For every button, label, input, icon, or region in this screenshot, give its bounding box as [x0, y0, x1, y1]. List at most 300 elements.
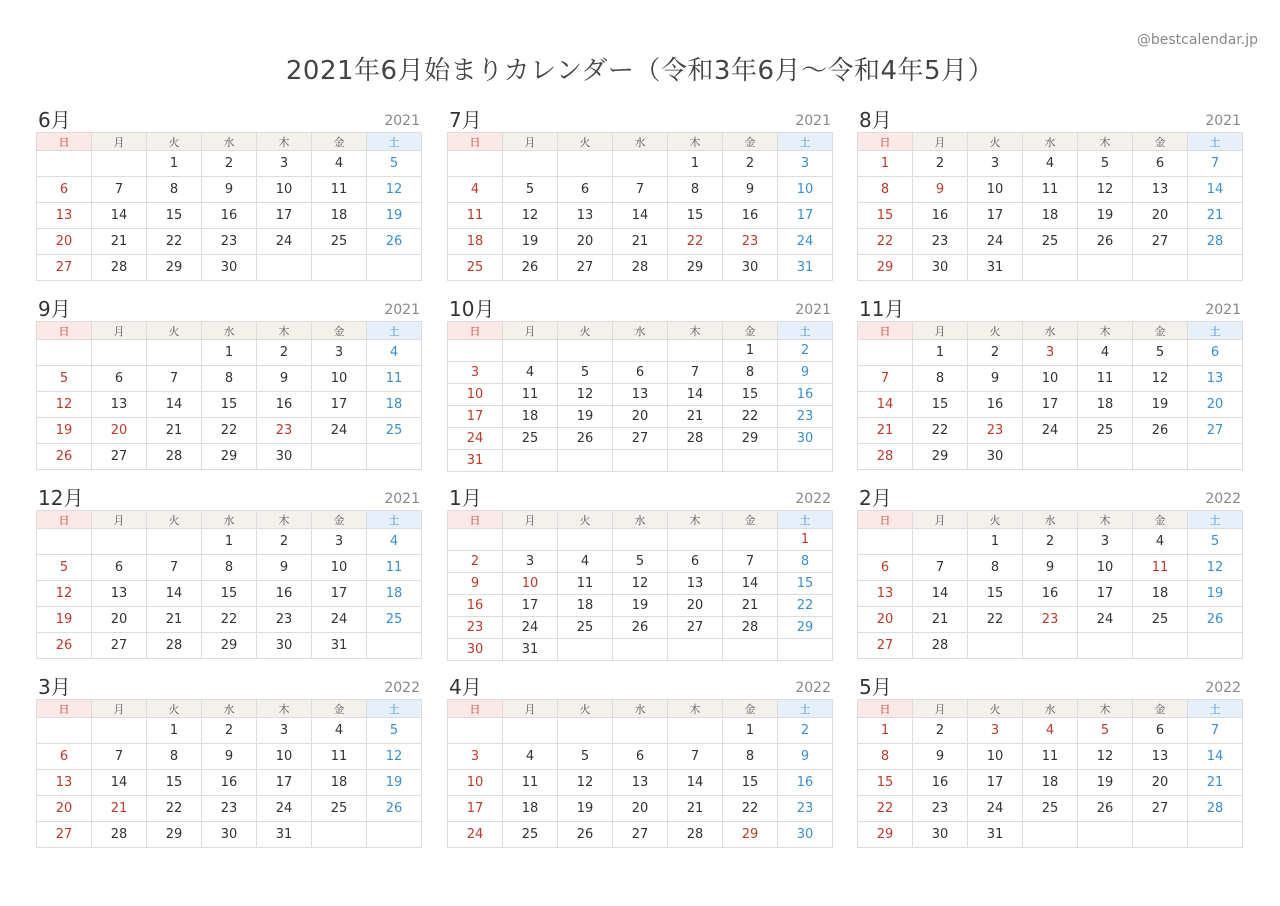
day-cell: 7	[1188, 718, 1243, 744]
day-cell: 4	[1023, 718, 1078, 744]
week-row	[448, 406, 833, 428]
month-header	[857, 297, 1243, 321]
day-cell: 24	[312, 607, 367, 633]
empty-day-cell	[367, 822, 422, 848]
weekday-label: 日	[37, 133, 92, 151]
day-cell: 18	[1133, 581, 1188, 607]
week-row	[448, 203, 833, 229]
day-cell: 6	[92, 366, 147, 392]
day-cell: 9	[778, 362, 833, 384]
day-cell: 28	[92, 822, 147, 848]
weekday-label: 土	[778, 322, 833, 340]
day-cell: 3	[503, 551, 558, 573]
month-header	[447, 297, 833, 321]
day-cell: 13	[1133, 177, 1188, 203]
day-cell: 3	[312, 529, 367, 555]
day-cell: 24	[257, 229, 312, 255]
weekday-label: 金	[1133, 322, 1188, 340]
weekday-label: 金	[312, 133, 367, 151]
day-cell: 18	[367, 392, 422, 418]
month-year: 2021	[1205, 113, 1241, 129]
day-cell: 3	[448, 362, 503, 384]
day-cell: 30	[257, 633, 312, 659]
day-cell: 19	[37, 418, 92, 444]
day-cell: 6	[92, 555, 147, 581]
day-cell: 30	[913, 255, 968, 281]
day-cell: 24	[968, 796, 1023, 822]
week-row	[37, 529, 422, 555]
empty-day-cell	[448, 151, 503, 177]
day-cell: 9	[913, 744, 968, 770]
month-header	[447, 675, 833, 699]
day-cell: 28	[668, 428, 723, 450]
empty-day-cell	[312, 444, 367, 470]
empty-day-cell	[1023, 822, 1078, 848]
week-row	[37, 392, 422, 418]
day-cell: 10	[312, 555, 367, 581]
weekday-header-row	[448, 133, 833, 151]
weekday-label: 金	[723, 133, 778, 151]
day-cell: 29	[668, 255, 723, 281]
month-header	[447, 108, 833, 132]
week-row	[37, 607, 422, 633]
weekday-label: 水	[613, 133, 668, 151]
empty-day-cell	[778, 639, 833, 661]
day-cell: 28	[92, 255, 147, 281]
day-cell: 14	[668, 384, 723, 406]
month-name: 7月	[449, 108, 482, 132]
day-cell: 11	[1023, 177, 1078, 203]
weekday-label: 火	[147, 133, 202, 151]
day-cell: 3	[1078, 529, 1133, 555]
month-name: 2月	[859, 486, 892, 510]
month-calendar	[447, 297, 833, 472]
day-cell: 5	[367, 151, 422, 177]
day-cell: 22	[858, 229, 913, 255]
weekday-label: 木	[668, 322, 723, 340]
weekday-label: 日	[37, 511, 92, 529]
day-cell: 2	[723, 151, 778, 177]
weekday-label: 月	[503, 322, 558, 340]
empty-day-cell	[503, 151, 558, 177]
month-table	[447, 699, 833, 848]
day-cell: 11	[448, 203, 503, 229]
weekday-label: 月	[503, 133, 558, 151]
day-cell: 4	[503, 362, 558, 384]
weekday-header-row	[858, 511, 1243, 529]
week-row	[858, 607, 1243, 633]
empty-day-cell	[1023, 255, 1078, 281]
week-row	[858, 529, 1243, 555]
day-cell: 16	[778, 770, 833, 796]
week-row	[448, 529, 833, 551]
day-cell: 4	[367, 340, 422, 366]
day-cell: 9	[202, 177, 257, 203]
day-cell: 17	[448, 796, 503, 822]
week-row	[37, 255, 422, 281]
week-row	[858, 392, 1243, 418]
day-cell: 9	[448, 573, 503, 595]
weekday-label: 木	[257, 322, 312, 340]
day-cell: 13	[1188, 366, 1243, 392]
day-cell: 30	[913, 822, 968, 848]
weekday-label: 木	[257, 133, 312, 151]
day-cell: 3	[312, 340, 367, 366]
day-cell: 23	[202, 229, 257, 255]
day-cell: 7	[668, 362, 723, 384]
weekday-label: 火	[968, 700, 1023, 718]
month-calendar	[447, 675, 833, 848]
day-cell: 23	[723, 229, 778, 255]
empty-day-cell	[503, 529, 558, 551]
month-header	[857, 108, 1243, 132]
empty-day-cell	[558, 450, 613, 472]
weekday-header-row	[858, 322, 1243, 340]
day-cell: 21	[92, 229, 147, 255]
empty-day-cell	[503, 450, 558, 472]
day-cell: 27	[92, 444, 147, 470]
weekday-label: 月	[92, 322, 147, 340]
day-cell: 4	[312, 718, 367, 744]
weekday-header-row	[37, 322, 422, 340]
day-cell: 12	[37, 392, 92, 418]
weekday-label: 木	[668, 700, 723, 718]
weekday-label: 木	[1078, 700, 1133, 718]
day-cell: 11	[503, 770, 558, 796]
day-cell: 30	[778, 428, 833, 450]
day-cell: 28	[723, 617, 778, 639]
day-cell: 10	[312, 366, 367, 392]
day-cell: 30	[968, 444, 1023, 470]
day-cell: 27	[558, 255, 613, 281]
month-year: 2022	[384, 680, 420, 696]
day-cell: 28	[668, 822, 723, 848]
day-cell: 15	[968, 581, 1023, 607]
month-name: 6月	[38, 108, 71, 132]
month-name: 1月	[449, 486, 482, 510]
day-cell: 11	[558, 573, 613, 595]
day-cell: 20	[37, 796, 92, 822]
empty-day-cell	[723, 450, 778, 472]
day-cell: 24	[778, 229, 833, 255]
week-row	[858, 340, 1243, 366]
day-cell: 19	[1078, 203, 1133, 229]
day-cell: 3	[257, 718, 312, 744]
day-cell: 30	[448, 639, 503, 661]
day-cell: 29	[202, 633, 257, 659]
day-cell: 12	[1133, 366, 1188, 392]
day-cell: 7	[147, 366, 202, 392]
day-cell: 23	[1023, 607, 1078, 633]
weekday-label: 水	[613, 700, 668, 718]
day-cell: 11	[1078, 366, 1133, 392]
day-cell: 9	[968, 366, 1023, 392]
day-cell: 18	[448, 229, 503, 255]
week-row	[448, 229, 833, 255]
day-cell: 15	[202, 581, 257, 607]
month-name: 12月	[38, 486, 84, 510]
day-cell: 13	[558, 203, 613, 229]
day-cell: 26	[1188, 607, 1243, 633]
week-row	[37, 151, 422, 177]
day-cell: 9	[723, 177, 778, 203]
weekday-header-row	[37, 511, 422, 529]
day-cell: 12	[613, 573, 668, 595]
empty-day-cell	[858, 529, 913, 555]
day-cell: 11	[312, 177, 367, 203]
day-cell: 12	[1188, 555, 1243, 581]
empty-day-cell	[1188, 444, 1243, 470]
day-cell: 21	[92, 796, 147, 822]
weekday-header-row	[37, 700, 422, 718]
empty-day-cell	[858, 340, 913, 366]
weekday-label: 月	[503, 700, 558, 718]
day-cell: 19	[37, 607, 92, 633]
day-cell: 3	[257, 151, 312, 177]
day-cell: 20	[92, 607, 147, 633]
day-cell: 11	[1133, 555, 1188, 581]
day-cell: 14	[147, 392, 202, 418]
week-row	[37, 744, 422, 770]
day-cell: 25	[367, 418, 422, 444]
day-cell: 6	[1188, 340, 1243, 366]
day-cell: 7	[613, 177, 668, 203]
day-cell: 26	[37, 633, 92, 659]
day-cell: 2	[913, 151, 968, 177]
week-row	[37, 177, 422, 203]
month-calendar	[36, 486, 422, 659]
day-cell: 7	[92, 177, 147, 203]
month-name: 11月	[859, 297, 905, 321]
month-year: 2021	[1205, 302, 1241, 318]
week-row	[858, 718, 1243, 744]
day-cell: 20	[558, 229, 613, 255]
day-cell: 23	[257, 607, 312, 633]
week-row	[37, 718, 422, 744]
day-cell: 25	[312, 229, 367, 255]
empty-day-cell	[723, 529, 778, 551]
day-cell: 5	[37, 555, 92, 581]
day-cell: 19	[558, 406, 613, 428]
day-cell: 1	[202, 529, 257, 555]
month-year: 2021	[384, 302, 420, 318]
day-cell: 9	[913, 177, 968, 203]
day-cell: 22	[723, 406, 778, 428]
day-cell: 17	[1078, 581, 1133, 607]
day-cell: 14	[92, 203, 147, 229]
week-row	[37, 444, 422, 470]
day-cell: 27	[613, 822, 668, 848]
day-cell: 16	[448, 595, 503, 617]
week-row	[858, 581, 1243, 607]
day-cell: 20	[37, 229, 92, 255]
empty-day-cell	[778, 450, 833, 472]
week-row	[37, 418, 422, 444]
week-row	[37, 555, 422, 581]
day-cell: 11	[312, 744, 367, 770]
day-cell: 11	[1023, 744, 1078, 770]
day-cell: 8	[202, 555, 257, 581]
day-cell: 17	[1023, 392, 1078, 418]
week-row	[858, 770, 1243, 796]
day-cell: 8	[778, 551, 833, 573]
day-cell: 15	[202, 392, 257, 418]
day-cell: 20	[858, 607, 913, 633]
day-cell: 12	[367, 177, 422, 203]
weekday-label: 日	[448, 322, 503, 340]
day-cell: 27	[858, 633, 913, 659]
day-cell: 5	[558, 362, 613, 384]
day-cell: 2	[448, 551, 503, 573]
day-cell: 2	[913, 718, 968, 744]
weekday-label: 土	[778, 133, 833, 151]
weekday-label: 土	[1188, 322, 1243, 340]
day-cell: 8	[668, 177, 723, 203]
month-table	[36, 699, 422, 848]
empty-day-cell	[312, 255, 367, 281]
day-cell: 29	[858, 255, 913, 281]
weekday-label: 月	[92, 133, 147, 151]
day-cell: 11	[367, 555, 422, 581]
week-row	[37, 203, 422, 229]
day-cell: 12	[503, 203, 558, 229]
weekday-label: 火	[147, 322, 202, 340]
day-cell: 12	[558, 384, 613, 406]
day-cell: 27	[1133, 229, 1188, 255]
day-cell: 1	[202, 340, 257, 366]
day-cell: 15	[147, 203, 202, 229]
month-year: 2022	[795, 491, 831, 507]
day-cell: 17	[503, 595, 558, 617]
week-row	[858, 418, 1243, 444]
day-cell: 20	[668, 595, 723, 617]
day-cell: 28	[858, 444, 913, 470]
weekday-label: 水	[613, 322, 668, 340]
day-cell: 18	[503, 406, 558, 428]
day-cell: 29	[147, 255, 202, 281]
day-cell: 19	[613, 595, 668, 617]
day-cell: 1	[968, 529, 1023, 555]
day-cell: 2	[202, 151, 257, 177]
month-table	[36, 132, 422, 281]
weekday-label: 金	[723, 511, 778, 529]
empty-day-cell	[668, 718, 723, 744]
day-cell: 14	[613, 203, 668, 229]
day-cell: 8	[723, 744, 778, 770]
empty-day-cell	[668, 639, 723, 661]
week-row	[448, 822, 833, 848]
day-cell: 5	[503, 177, 558, 203]
day-cell: 14	[913, 581, 968, 607]
day-cell: 24	[312, 418, 367, 444]
weekday-label: 木	[668, 511, 723, 529]
day-cell: 26	[1078, 796, 1133, 822]
empty-day-cell	[558, 529, 613, 551]
day-cell: 9	[778, 744, 833, 770]
weekday-label: 水	[1023, 133, 1078, 151]
day-cell: 21	[668, 796, 723, 822]
weekday-label: 火	[968, 322, 1023, 340]
day-cell: 9	[202, 744, 257, 770]
weekday-label: 日	[858, 322, 913, 340]
empty-day-cell	[1133, 633, 1188, 659]
day-cell: 20	[1188, 392, 1243, 418]
empty-day-cell	[92, 151, 147, 177]
day-cell: 18	[367, 581, 422, 607]
empty-day-cell	[558, 151, 613, 177]
day-cell: 26	[367, 229, 422, 255]
week-row	[448, 255, 833, 281]
weekday-label: 水	[202, 511, 257, 529]
day-cell: 16	[913, 203, 968, 229]
empty-day-cell	[1078, 822, 1133, 848]
empty-day-cell	[1133, 822, 1188, 848]
day-cell: 15	[858, 770, 913, 796]
day-cell: 16	[723, 203, 778, 229]
day-cell: 10	[503, 573, 558, 595]
month-header	[447, 486, 833, 510]
month-name: 5月	[859, 675, 892, 699]
weekday-label: 火	[558, 700, 613, 718]
day-cell: 29	[723, 428, 778, 450]
empty-day-cell	[367, 633, 422, 659]
week-row	[858, 177, 1243, 203]
month-table	[857, 510, 1243, 659]
weekday-label: 月	[913, 511, 968, 529]
day-cell: 3	[448, 744, 503, 770]
day-cell: 22	[202, 607, 257, 633]
day-cell: 19	[503, 229, 558, 255]
day-cell: 24	[448, 822, 503, 848]
weekday-label: 日	[37, 700, 92, 718]
day-cell: 24	[1023, 418, 1078, 444]
day-cell: 2	[257, 529, 312, 555]
empty-day-cell	[613, 529, 668, 551]
day-cell: 19	[1078, 770, 1133, 796]
weekday-label: 金	[1133, 511, 1188, 529]
week-row	[858, 444, 1243, 470]
empty-day-cell	[613, 718, 668, 744]
weekday-label: 金	[312, 700, 367, 718]
month-table	[447, 510, 833, 661]
day-cell: 2	[257, 340, 312, 366]
weekday-label: 木	[668, 133, 723, 151]
week-row	[858, 633, 1243, 659]
week-row	[448, 384, 833, 406]
day-cell: 25	[367, 607, 422, 633]
day-cell: 5	[1133, 340, 1188, 366]
month-header	[857, 486, 1243, 510]
day-cell: 14	[1188, 177, 1243, 203]
day-cell: 27	[92, 633, 147, 659]
day-cell: 26	[503, 255, 558, 281]
weekday-label: 土	[778, 511, 833, 529]
day-cell: 15	[858, 203, 913, 229]
month-year: 2021	[384, 113, 420, 129]
day-cell: 28	[147, 633, 202, 659]
weekday-label: 月	[913, 700, 968, 718]
empty-day-cell	[723, 639, 778, 661]
day-cell: 6	[1133, 151, 1188, 177]
day-cell: 7	[913, 555, 968, 581]
weekday-label: 金	[312, 322, 367, 340]
day-cell: 21	[913, 607, 968, 633]
day-cell: 19	[1133, 392, 1188, 418]
day-cell: 5	[367, 718, 422, 744]
day-cell: 7	[858, 366, 913, 392]
month-calendar	[447, 486, 833, 661]
week-row	[858, 366, 1243, 392]
